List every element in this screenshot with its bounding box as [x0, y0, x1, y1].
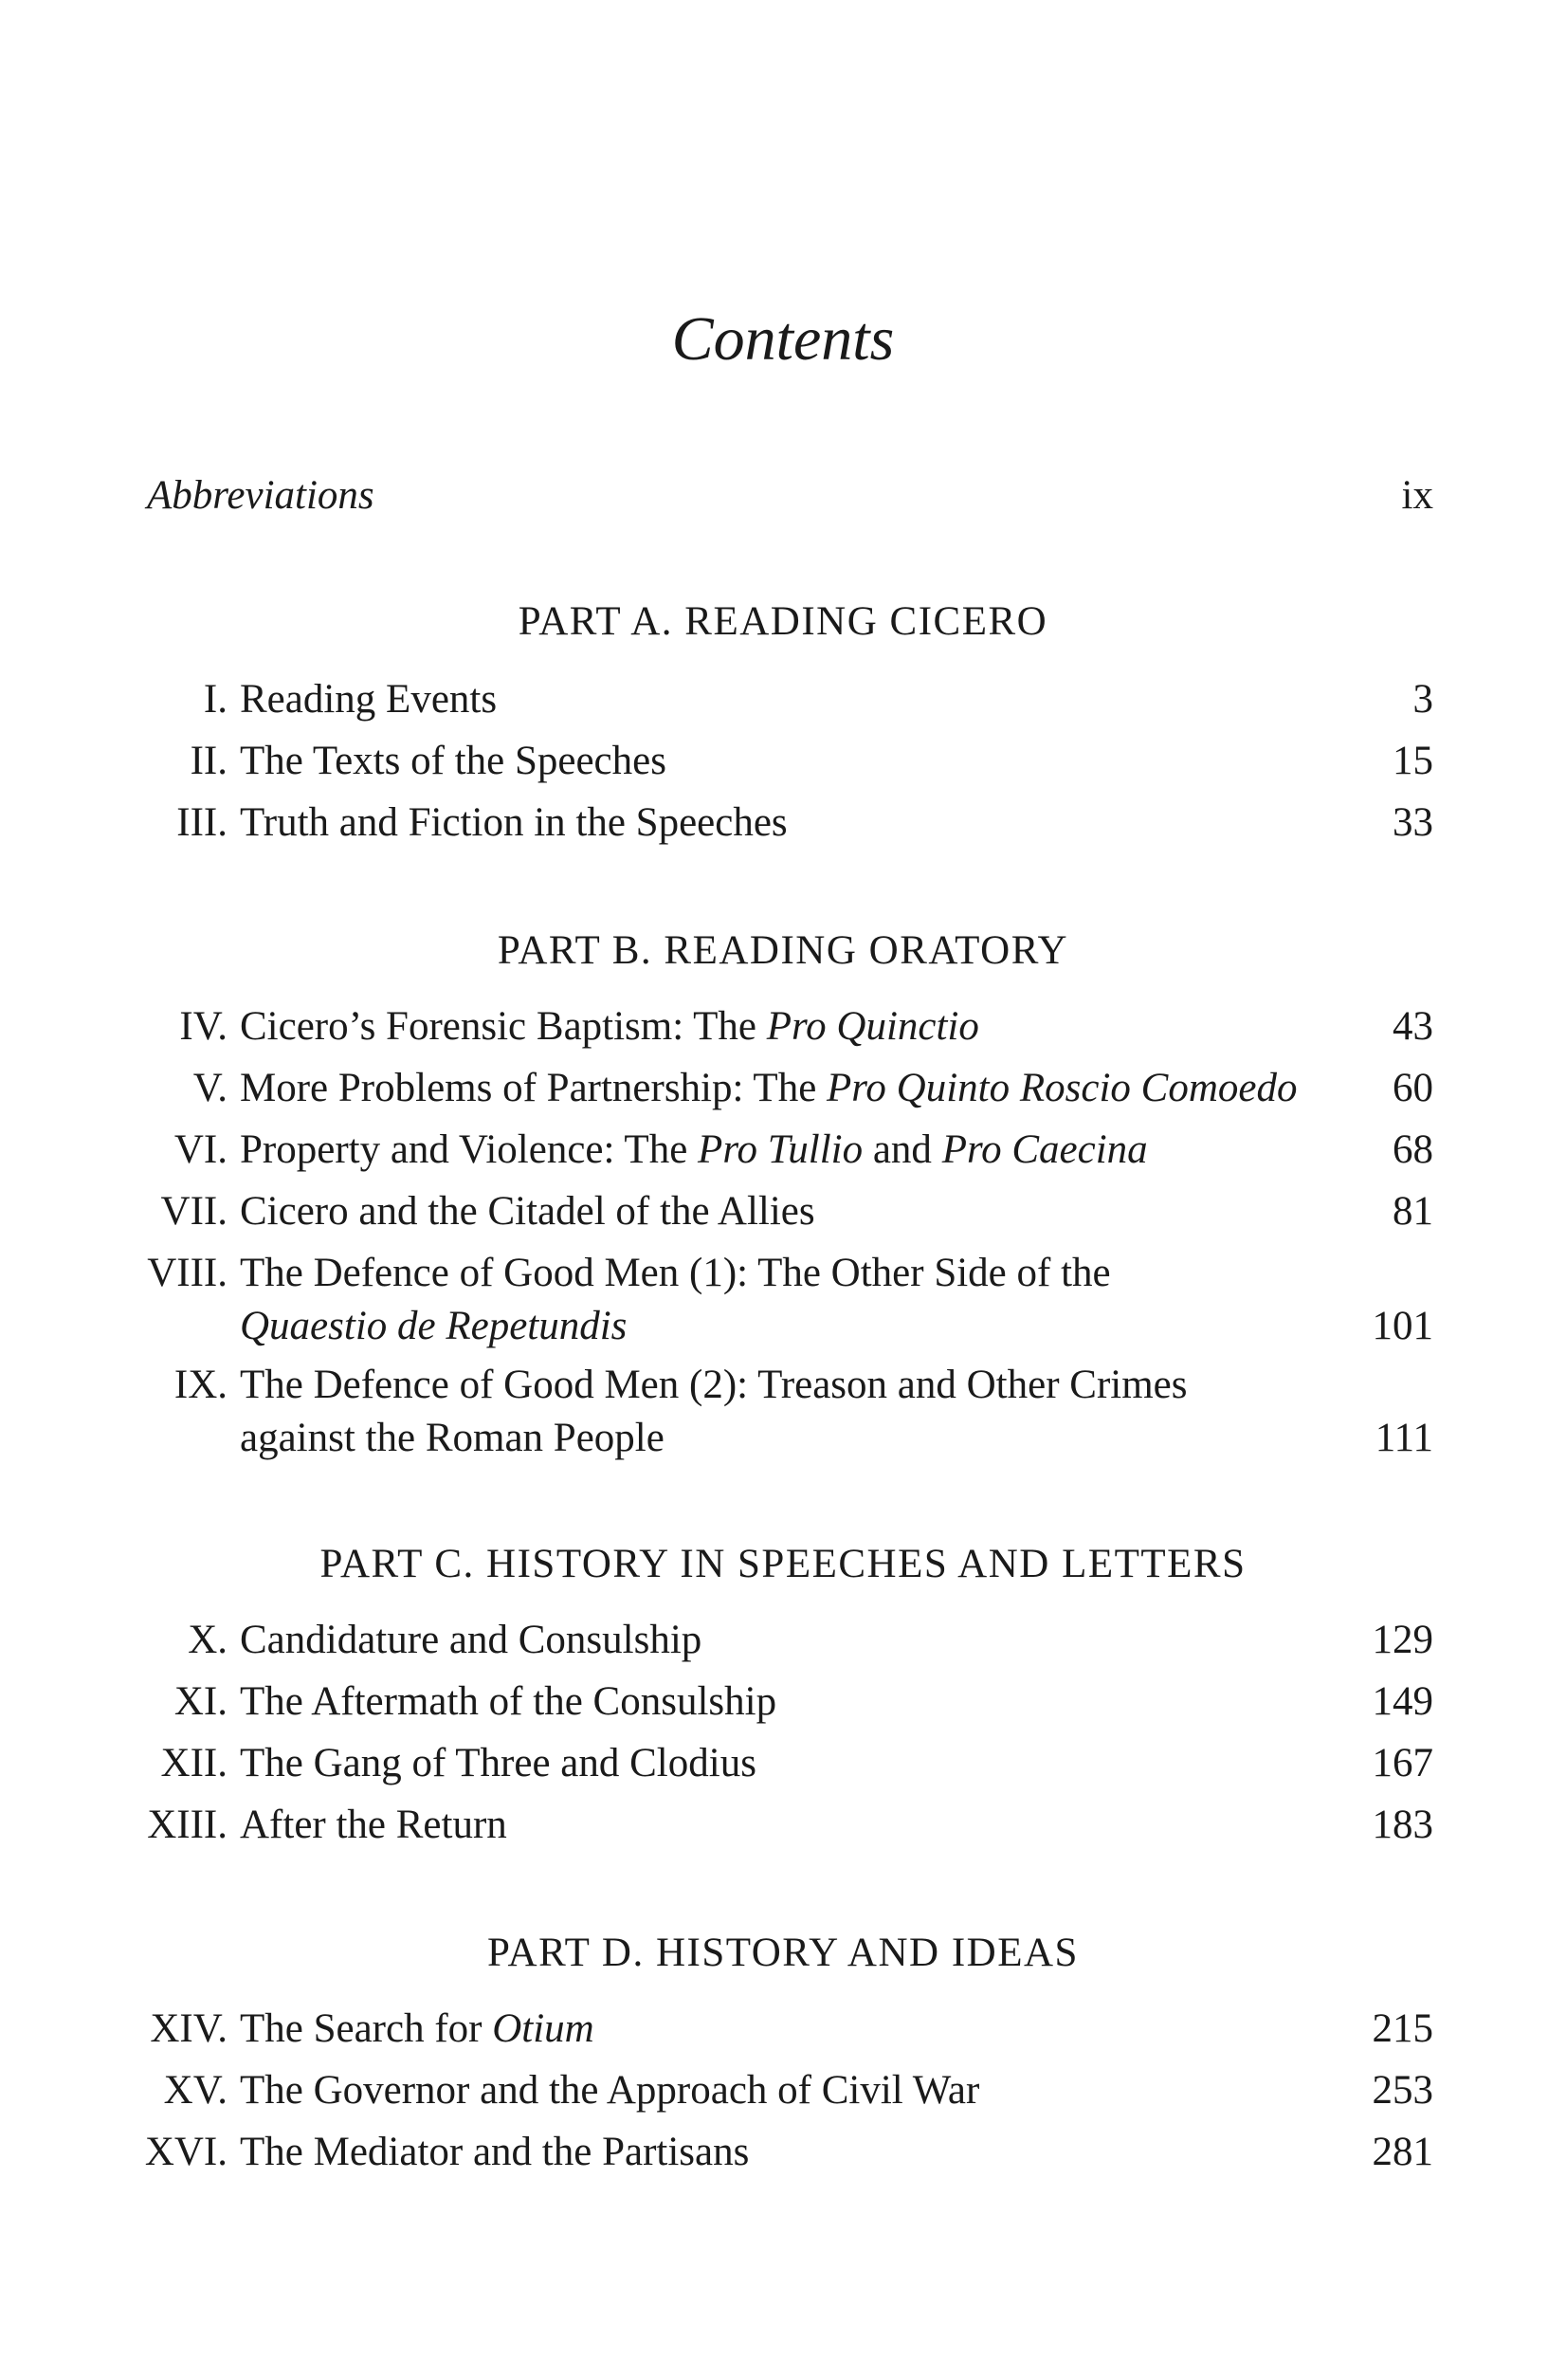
- page-title: Contents: [671, 304, 895, 374]
- chapter-title: The Search for Otium: [240, 2006, 594, 2051]
- chapter-title: The Aftermath of the Consulship: [240, 1679, 777, 1724]
- page-number: 101: [1372, 1304, 1433, 1348]
- page-number: 33: [1393, 800, 1433, 845]
- page-number: 3: [1412, 677, 1433, 722]
- page-number: 43: [1393, 1004, 1433, 1049]
- page-number: 60: [1393, 1066, 1433, 1110]
- page-number: 111: [1375, 1416, 1433, 1460]
- chapter-title: The Mediator and the Partisans: [240, 2130, 750, 2174]
- page-number: 149: [1372, 1679, 1433, 1724]
- chapter-number: XVI.: [144, 2130, 228, 2174]
- abbreviations-label: Abbreviations: [147, 473, 374, 518]
- chapter-number: VII.: [160, 1189, 228, 1234]
- part-d-heading: PART D. HISTORY AND IDEAS: [487, 1931, 1079, 1975]
- abbreviations-page: ix: [1401, 473, 1433, 518]
- chapter-title: Cicero and the Citadel of the Allies: [240, 1189, 815, 1234]
- page-number: 253: [1372, 2068, 1433, 2113]
- chapter-title: Truth and Fiction in the Speeches: [240, 800, 788, 845]
- page-number: 281: [1372, 2130, 1433, 2174]
- chapter-number: V.: [192, 1066, 228, 1110]
- chapter-number: XII.: [160, 1741, 228, 1785]
- chapter-title: More Problems of Partnership: The Pro Quinto Roscio Comoedo: [240, 1066, 1298, 1110]
- part-a-heading: PART A. READING CICERO: [518, 599, 1048, 644]
- chapter-number: VI.: [173, 1127, 228, 1172]
- page-number: 215: [1372, 2006, 1433, 2051]
- part-b-heading: PART B. READING ORATORY: [497, 928, 1069, 973]
- chapter-title: The Gang of Three and Clodius: [240, 1741, 756, 1785]
- page-number: 68: [1393, 1127, 1433, 1172]
- page-number: 167: [1372, 1741, 1433, 1785]
- chapter-number: I.: [203, 677, 228, 722]
- chapter-title: Property and Violence: The Pro Tullio and Pro Caecina: [240, 1127, 1148, 1172]
- chapter-title: The Texts of the Speeches: [240, 739, 666, 783]
- part-c-heading: PART C. HISTORY IN SPEECHES AND LETTERS: [319, 1542, 1247, 1586]
- chapter-number: IV.: [179, 1004, 228, 1049]
- chapter-number: XIII.: [147, 1803, 228, 1847]
- chapter-number: III.: [176, 800, 228, 845]
- page-number: 15: [1393, 739, 1433, 783]
- chapter-title: The Defence of Good Men (2): Treason and Other Crimes against the Roman People: [240, 1363, 1188, 1460]
- toc-entry-abbreviations: [147, 469, 1433, 522]
- chapter-title: Candidature and Consulship: [240, 1618, 702, 1662]
- chapter-title: Cicero’s Forensic Baptism: The Pro Quinctio: [240, 1004, 979, 1049]
- chapter-title: Reading Events: [240, 677, 498, 722]
- chapter-number: VIII.: [147, 1251, 228, 1295]
- chapter-title: The Defence of Good Men (1): The Other Side of the Quaestio de Repetundis: [240, 1251, 1111, 1348]
- chapter-title: After the Return: [240, 1803, 507, 1847]
- chapter-number: X.: [188, 1618, 228, 1662]
- page-number: 183: [1372, 1803, 1433, 1847]
- chapter-title: The Governor and the Approach of Civil War: [240, 2068, 980, 2113]
- chapter-number: XV.: [163, 2068, 228, 2113]
- chapter-number: II.: [190, 739, 228, 783]
- page-number: 129: [1372, 1618, 1433, 1662]
- page-number: 81: [1393, 1189, 1433, 1234]
- chapter-number: XI.: [173, 1679, 228, 1724]
- chapter-number: XIV.: [150, 2006, 228, 2051]
- chapter-number: IX.: [173, 1363, 228, 1407]
